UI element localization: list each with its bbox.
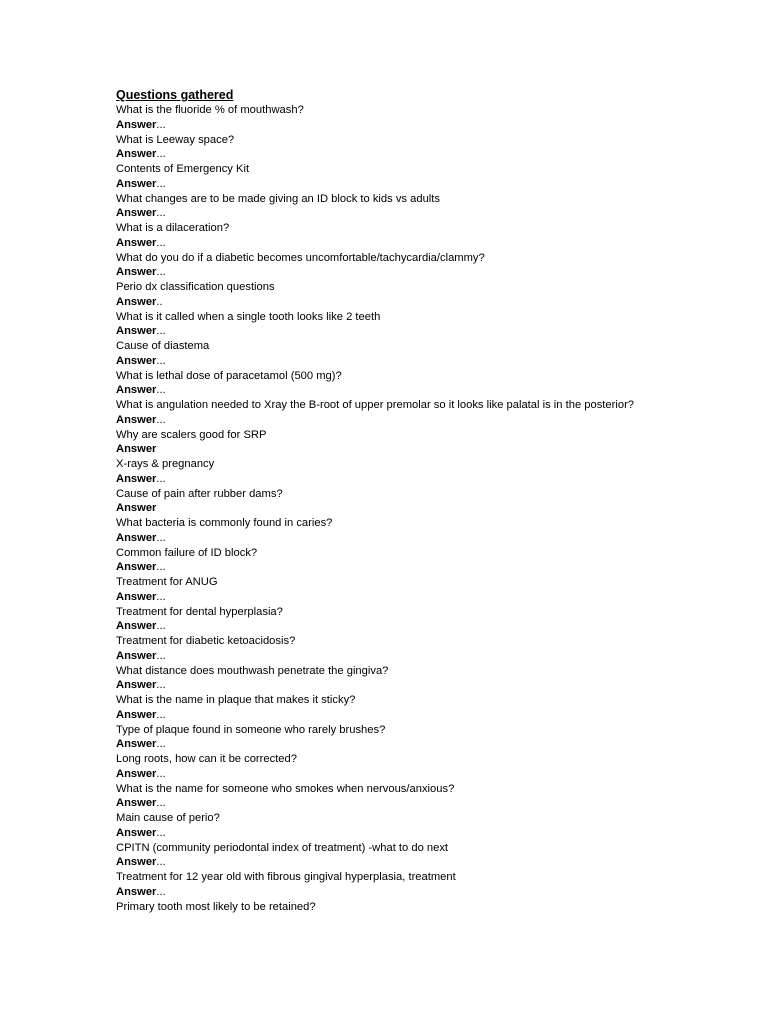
qa-item: [116, 841, 636, 871]
answer-label: Answer: [116, 856, 157, 869]
answer-label: Answer: [116, 885, 157, 898]
qa-item: [116, 162, 636, 192]
question-text: CPITN (community periodontal index of treatment) -what to do next: [116, 841, 449, 854]
answer-label: Answer: [116, 472, 157, 485]
qa-item: [116, 605, 636, 635]
answer-placeholder: ...: [156, 384, 166, 397]
answer-label: Answer: [116, 177, 157, 190]
question-text: Perio dx classification questions: [116, 281, 275, 293]
answer-label: Answer: [116, 384, 157, 397]
question-text: What bacteria is commonly found in caries?: [116, 517, 333, 529]
answer-placeholder: ...: [156, 354, 166, 367]
answer-line: [116, 295, 636, 310]
qa-item: [116, 133, 636, 163]
qa-item: [116, 487, 636, 517]
answer-placeholder: ...: [156, 590, 166, 603]
answer-label: Answer: [116, 502, 157, 515]
qa-item: [116, 516, 636, 546]
answer-line: [116, 177, 636, 192]
question-text: Treatment for ANUG: [116, 576, 218, 588]
answer-label: Answer: [116, 325, 157, 338]
qa-item: [116, 900, 636, 915]
qa-item: [116, 723, 636, 753]
qa-item: [116, 103, 636, 133]
answer-line: [116, 147, 636, 162]
document-title: Questions gathered: [116, 88, 234, 102]
answer-line: [116, 796, 636, 811]
answer-placeholder: ...: [156, 826, 166, 839]
answer-line: [116, 324, 636, 339]
answer-placeholder: ...: [156, 207, 166, 220]
answer-placeholder: ...: [156, 767, 166, 780]
qa-item: [116, 870, 636, 900]
answer-placeholder: ...: [156, 708, 166, 721]
question-text: Contents of Emergency Kit: [116, 163, 250, 175]
qa-item: [116, 811, 636, 841]
answer-line: [116, 442, 636, 457]
answer-line: [116, 354, 636, 369]
question-text: Primary tooth most likely to be retained?: [116, 900, 316, 913]
question-text: What is Leeway space?: [116, 133, 235, 146]
answer-line: [116, 737, 636, 752]
answer-line: [116, 708, 636, 723]
answer-line: [116, 560, 636, 575]
answer-label: Answer: [116, 738, 157, 751]
answer-placeholder: ...: [156, 856, 166, 869]
question-text: What do you do if a diabetic becomes uncomfortable/tachycardia/clammy?: [116, 251, 485, 264]
answer-label: Answer: [116, 531, 157, 544]
answer-label: Answer: [116, 708, 157, 721]
answer-placeholder: ..: [156, 295, 163, 308]
answer-line: [116, 206, 636, 221]
question-text: Main cause of perio?: [116, 812, 220, 824]
answer-label: Answer: [116, 148, 157, 161]
question-text: What distance does mouthwash penetrate the gingiva?: [116, 664, 389, 677]
answer-label: Answer: [116, 679, 157, 692]
answer-line: [116, 236, 636, 251]
qa-item: [116, 251, 636, 281]
question-text: What is it called when a single tooth looks like 2 teeth: [116, 310, 381, 323]
answer-label: Answer: [116, 266, 157, 279]
qa-item: [116, 693, 636, 723]
answer-line: [116, 885, 636, 900]
qa-item: [116, 546, 636, 576]
answer-line: [116, 619, 636, 634]
question-text: What changes are to be made giving an ID block to kids vs adults: [116, 192, 440, 205]
qa-item: [116, 634, 636, 664]
answer-label: Answer: [116, 118, 157, 131]
answer-label: Answer: [116, 590, 157, 603]
answer-placeholder: ...: [156, 177, 166, 190]
answer-placeholder: ...: [156, 531, 166, 544]
answer-label: Answer: [116, 561, 157, 574]
question-text: What is the name in plaque that makes it sticky?: [116, 694, 356, 706]
answer-placeholder: ...: [156, 649, 166, 662]
qa-item: [116, 398, 636, 428]
answer-label: Answer: [116, 295, 157, 308]
answer-line: [116, 413, 636, 428]
qa-item: [116, 339, 636, 369]
question-text: Treatment for diabetic ketoacidosis?: [116, 635, 296, 647]
answer-line: [116, 118, 636, 133]
qa-item: [116, 664, 636, 694]
qa-item: [116, 280, 636, 310]
qa-list: [116, 103, 636, 914]
question-text: What is a dilaceration?: [116, 222, 230, 234]
answer-placeholder: ...: [156, 561, 166, 574]
document-content: [116, 87, 636, 914]
answer-label: Answer: [116, 620, 157, 633]
answer-label: Answer: [116, 207, 157, 220]
answer-placeholder: ...: [156, 620, 166, 633]
answer-line: [116, 826, 636, 841]
answer-label: Answer: [116, 649, 157, 662]
answer-placeholder: ...: [156, 472, 166, 485]
question-text: What is the fluoride % of mouthwash?: [116, 104, 304, 116]
qa-item: [116, 192, 636, 222]
answer-label: Answer: [116, 826, 157, 839]
qa-item: [116, 752, 636, 782]
answer-label: Answer: [116, 797, 157, 810]
answer-placeholder: ...: [156, 148, 166, 161]
answer-placeholder: ...: [156, 266, 166, 279]
question-text: Cause of diastema: [116, 340, 210, 352]
qa-item: [116, 310, 636, 340]
question-text: X-rays & pregnancy: [116, 458, 215, 470]
answer-placeholder: ...: [156, 236, 166, 249]
qa-item: [116, 575, 636, 605]
answer-line: [116, 678, 636, 693]
answer-line: [116, 472, 636, 487]
answer-line: [116, 531, 636, 546]
question-text: Why are scalers good for SRP: [116, 428, 267, 441]
qa-item: [116, 782, 636, 812]
answer-placeholder: ...: [156, 118, 166, 131]
question-text: Treatment for dental hyperplasia?: [116, 605, 283, 618]
answer-placeholder: ...: [156, 413, 166, 426]
question-text: Type of plaque found in someone who rarely brushes?: [116, 723, 386, 736]
answer-placeholder: ...: [156, 679, 166, 692]
qa-item: [116, 428, 636, 458]
answer-line: [116, 383, 636, 398]
question-text: What is lethal dose of paracetamol (500 mg)?: [116, 369, 342, 382]
answer-label: Answer: [116, 413, 157, 426]
question-text: Treatment for 12 year old with fibrous gingival hyperplasia, treatment: [116, 871, 456, 883]
answer-placeholder: ...: [156, 325, 166, 338]
question-text: Cause of pain after rubber dams?: [116, 487, 283, 500]
question-text: Common failure of ID block?: [116, 546, 258, 559]
answer-line: [116, 265, 636, 280]
question-text: What is angulation needed to Xray the B-root of upper premolar so it looks like palatal is in the posterior?: [116, 399, 635, 411]
answer-label: Answer: [116, 236, 157, 249]
answer-line: [116, 649, 636, 664]
qa-item: [116, 369, 636, 399]
answer-placeholder: ...: [156, 885, 166, 898]
answer-line: [116, 590, 636, 605]
question-text: Long roots, how can it be corrected?: [116, 753, 297, 765]
answer-label: Answer: [116, 354, 157, 367]
answer-line: [116, 767, 636, 782]
qa-item: [116, 221, 636, 251]
answer-label: Answer: [116, 767, 157, 780]
answer-label: Answer: [116, 443, 157, 456]
answer-placeholder: ...: [156, 738, 166, 751]
question-text: What is the name for someone who smokes when nervous/anxious?: [116, 782, 455, 795]
answer-line: [116, 501, 636, 516]
answer-line: [116, 855, 636, 870]
qa-item: [116, 457, 636, 487]
answer-placeholder: ...: [156, 797, 166, 810]
